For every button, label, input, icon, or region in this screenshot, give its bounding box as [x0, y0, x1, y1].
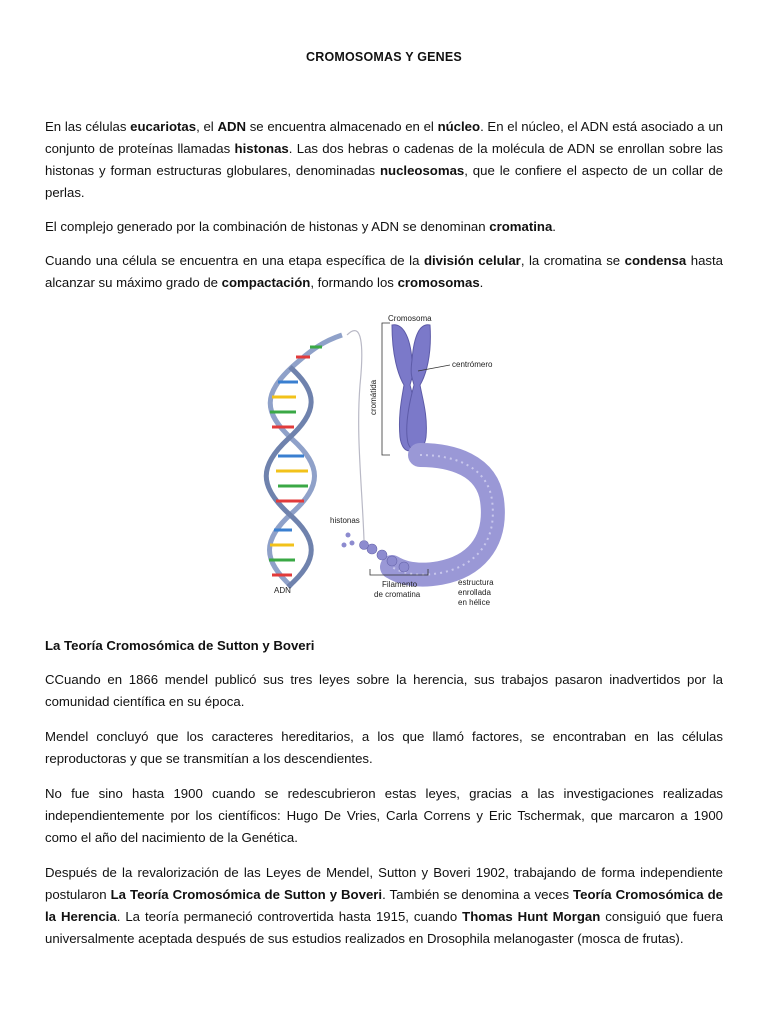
dna-backbone-1: [270, 335, 343, 587]
text-run: Después de la revalorización de las Leyes de Mendel, Sutton y Boveri 1902, trabajando de forma independiente postularon: [45, 865, 723, 902]
paragraph-1900: No fue sino hasta 1900 cuando se redescubrieron estas leyes, gracias a las investigaciones realizadas independientemente por los científicos: Hugo De Vries, Carla Correns y Eric Tschermak, que marcaron a 1900 como el año del nacimiento de la Genética.: [45, 786, 723, 845]
dna-thread: [347, 331, 364, 540]
chromosome-x: [392, 325, 430, 451]
text-run: . En el núcleo, el ADN está asociado a un conjunto de proteínas llamadas: [45, 119, 723, 156]
label-enrollada: enrollada: [458, 588, 491, 597]
coiled-chromatin: [392, 455, 493, 575]
bold-term: Thomas Hunt Morgan: [462, 909, 601, 924]
paragraph-mendel-1866: CCuando en 1866 mendel publicó sus tres leyes sobre la herencia, sus trabajos pasaron inadvertidos por la comunidad científica en su época.: [45, 672, 723, 709]
bold-term: histonas: [234, 141, 289, 156]
label-cromosoma: Cromosoma: [388, 314, 432, 323]
bold-term: eucariotas: [130, 119, 197, 134]
text-run: . Las dos hebras o cadenas de la molécula de ADN se enrollan sobre las histonas y forman estructuras globulares, denominadas: [45, 141, 723, 178]
text-run: .: [479, 275, 484, 290]
bold-term: compactación: [221, 275, 311, 290]
label-adn: ADN: [274, 586, 291, 595]
nucleosome: [360, 541, 369, 550]
text-run: En las células: [45, 119, 131, 134]
text-run: consiguió que fuera universalmente aceptada después de sus estudios realizados en Drosophila melanogaster (mosca de frutas).: [45, 909, 723, 946]
bold-term: ADN: [217, 119, 247, 134]
bold-term: núcleo: [437, 119, 481, 134]
label-estructura: estructura: [458, 578, 494, 587]
chromosome-diagram: [252, 305, 520, 623]
bold-term: nucleosomas: [379, 163, 465, 178]
text-run: . También se denomina a veces: [382, 887, 574, 902]
label-histonas: histonas: [330, 516, 360, 525]
paragraph-eucariotas: [45, 116, 723, 204]
chromosome-figure: [252, 305, 520, 623]
text-run: , formando los: [310, 275, 398, 290]
free-histones: [342, 533, 355, 548]
label-en-helice: en hélice: [458, 598, 491, 607]
paragraph-sutton-boveri: [45, 862, 723, 950]
text-run: El complejo generado por la combinación de histonas y ADN se denominan: [45, 219, 490, 234]
text-run: se encuentra almacenado en el: [246, 119, 438, 134]
nucleosome: [399, 562, 409, 572]
bold-term: Teoría Cromosómica de la Herencia: [45, 887, 723, 924]
label-centromero: centrómero: [452, 360, 493, 369]
text-run: , la cromatina se: [520, 253, 625, 268]
document-title: CROMOSOMAS Y GENES: [306, 50, 462, 64]
text-run: hasta alcanzar su máximo grado de: [45, 253, 723, 290]
nucleosome: [387, 556, 397, 566]
paragraph-division-celular: [45, 250, 723, 294]
bold-term: cromatina: [489, 219, 553, 234]
text-run: , que le confiere el aspecto de un collar de perlas.: [45, 163, 723, 200]
bold-term: división celular: [423, 253, 521, 268]
cromatida-bracket: [382, 323, 390, 455]
text-run: Cuando una célula se encuentra en una etapa específica de la: [45, 253, 424, 268]
bold-term: condensa: [624, 253, 687, 268]
text-run: . La teoría permaneció controvertida hasta 1915, cuando: [116, 909, 463, 924]
paragraph-cromatina: [45, 216, 723, 238]
label-de-cromatina: de cromatina: [374, 590, 421, 599]
text-run: .: [552, 219, 556, 234]
paragraph-mendel-factores: Mendel concluyó que los caracteres hereditarios, a los que llamó factores, se encontraban en las células reproductoras y que se transmitían a los descendientes.: [45, 729, 723, 766]
dna-backbone-2: [266, 367, 311, 587]
bold-term: cromosomas: [397, 275, 480, 290]
text-run: , el: [196, 119, 218, 134]
nucleosome: [377, 550, 387, 560]
dna-helix: [266, 335, 342, 587]
label-cromatida: cromátida: [369, 379, 378, 415]
bold-term: La Teoría Cromosómica de Sutton y Boveri: [110, 887, 383, 902]
section-heading: La Teoría Cromosómica de Sutton y Boveri: [45, 638, 315, 653]
label-filamento: Filamento: [382, 580, 418, 589]
